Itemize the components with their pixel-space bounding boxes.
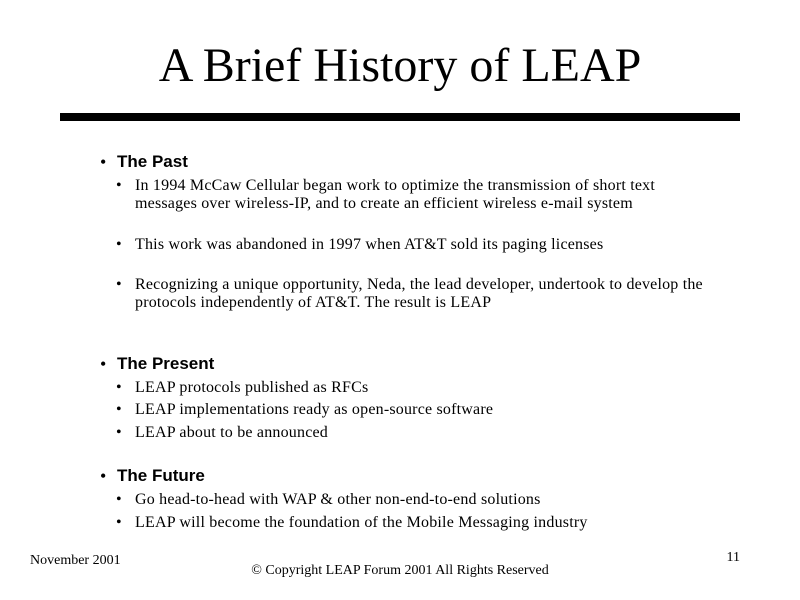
footer-copyright: © Copyright LEAP Forum 2001 All Rights Reserved bbox=[251, 563, 549, 578]
section-bullet: • bbox=[100, 354, 107, 374]
item-text: Recognizing a unique opportunity, Neda, the lead developer, undertook to develop the protocols independently of AT&T. The result is LEAP bbox=[135, 276, 703, 311]
item-text: LEAP about to be announced bbox=[135, 424, 329, 441]
item-bullet: • bbox=[116, 236, 122, 253]
title-divider bbox=[60, 113, 740, 121]
item-text: LEAP will become the foundation of the Mobile Messaging industry bbox=[135, 514, 588, 531]
footer-date: November 2001 bbox=[30, 553, 121, 568]
item-text: In 1994 McCaw Cellular began work to optimize the transmission of short text messages over wireless-IP, and to create an efficient wireless e-mail system bbox=[135, 177, 655, 212]
item-bullet: • bbox=[116, 177, 122, 194]
item-text: LEAP implementations ready as open-source software bbox=[135, 401, 494, 418]
page-number: 11 bbox=[726, 550, 740, 565]
section-heading: The Future bbox=[117, 466, 205, 485]
section-heading: The Present bbox=[117, 354, 215, 373]
item-text: Go head-to-head with WAP & other non-end-to-end solutions bbox=[135, 491, 541, 508]
item-text: This work was abandoned in 1997 when AT&T sold its paging licenses bbox=[135, 236, 604, 253]
section-bullet: • bbox=[100, 466, 107, 486]
slide-title: A Brief History of LEAP bbox=[158, 39, 642, 92]
item-bullet: • bbox=[116, 379, 122, 396]
item-bullet: • bbox=[116, 424, 122, 441]
item-bullet: • bbox=[116, 401, 122, 418]
section-bullet: • bbox=[100, 152, 107, 172]
section-heading: The Past bbox=[117, 152, 188, 171]
item-bullet: • bbox=[116, 514, 122, 531]
item-bullet: • bbox=[116, 276, 122, 293]
item-bullet: • bbox=[116, 491, 122, 508]
item-text: LEAP protocols published as RFCs bbox=[135, 379, 369, 396]
